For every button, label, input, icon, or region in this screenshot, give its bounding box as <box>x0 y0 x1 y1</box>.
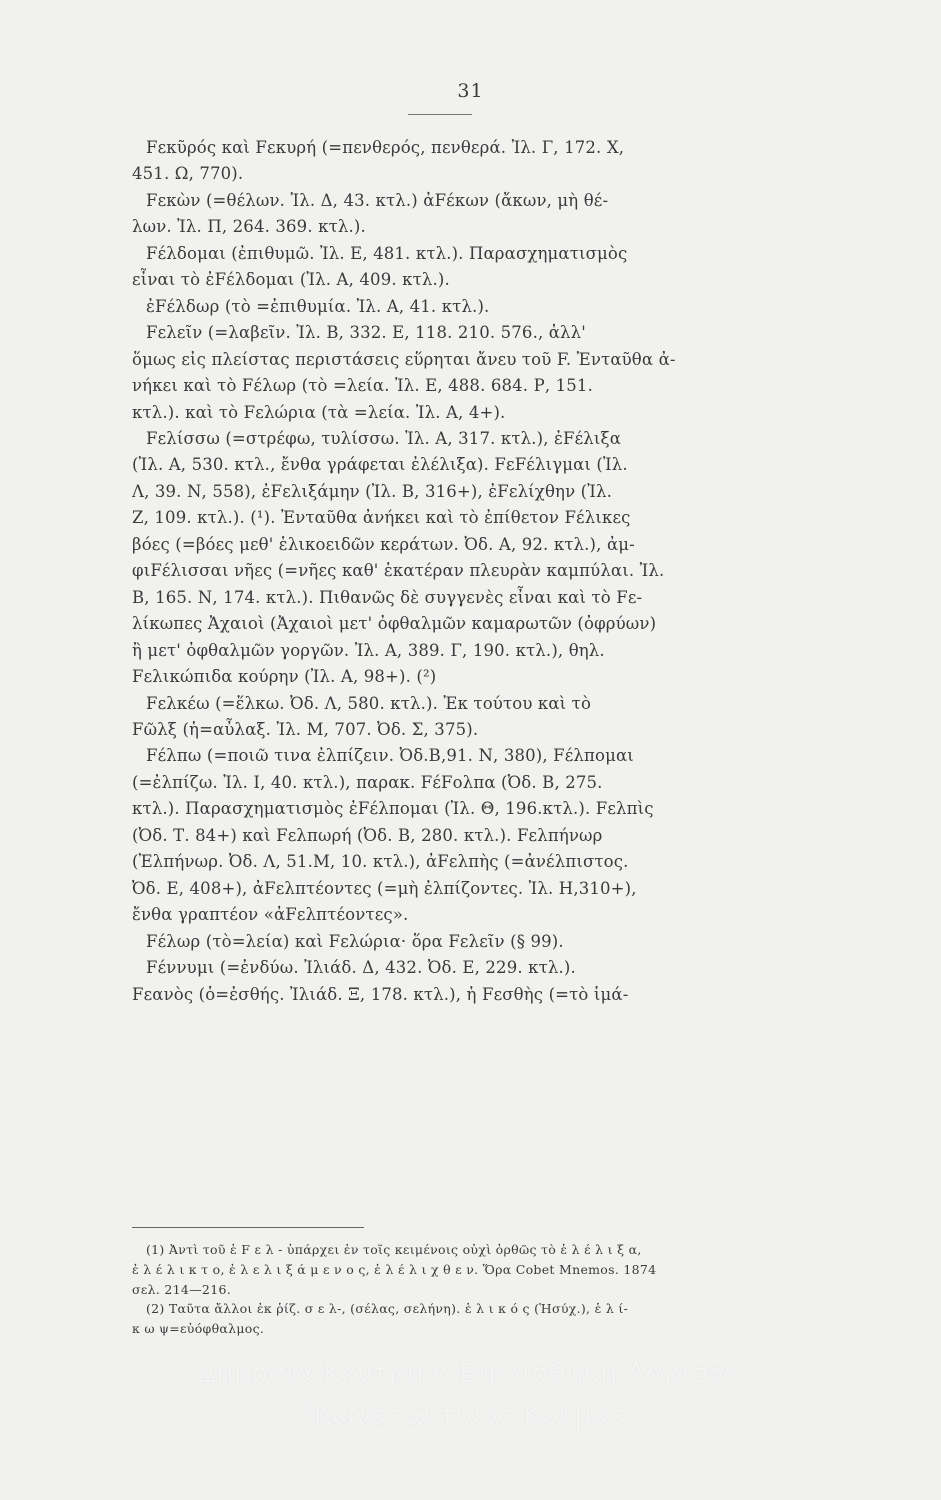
footnote-line: ἐ λ έ λ ι κ τ ο, ἐ λ ε λ ι ξ ά μ ε ν ο ς, ἐ λ έ λ ι χ θ ε ν. Ὅρα Cobet Mnemos. 1874 <box>132 1261 657 1277</box>
text-line: λίκωπες Ἀχαιοὶ (Ἀχαιοὶ μετ' ὀφθαλμῶν καμαρωτῶν (ὀφρύων) <box>132 614 657 634</box>
text-line: Fεκῦρός καὶ Fεκυρή (=πενθερός, πενθερά. Ἰλ. Γ, 172. Χ, <box>146 138 625 157</box>
text-line: Fελίσσω (=στρέφω, τυλίσσω. Ἰλ. Α, 317. κτλ.), ἐFέλιξα <box>146 428 622 448</box>
library-watermark-line-2: "Κωνσταντίνος Κούμας" <box>300 1400 641 1431</box>
page-number-underline <box>408 114 472 115</box>
text-line: Β, 165. Ν, 174. κτλ.). Πιθανῶς δὲ συγγενὲς εἶναι καὶ τὸ Fε- <box>132 587 643 607</box>
library-watermark-line-1: Δημόσια Κεντρική Βιβλιοθήκη Λάρισας <box>197 1358 744 1389</box>
text-line: (Ἐλπήνωρ. Ὀδ. Λ, 51.Μ, 10. κτλ.), ἀFελπὴς (=ἀνέλπιστος. <box>132 852 629 872</box>
text-line: Fῶλξ (ἡ=αὖλαξ. Ἰλ. Μ, 707. Ὀδ. Σ, 375). <box>132 719 479 739</box>
text-line: ὅμως εἰς πλείστας περιστάσεις εὕρηται ἄνευ τοῦ F. Ἐνταῦθα ἀ- <box>132 349 676 369</box>
text-line: 451. Ω, 770). <box>132 164 244 184</box>
text-line: Fεκὼν (=θέλων. Ἰλ. Δ, 43. κτλ.) ἀFέκων (ἄκων, μὴ θέ- <box>146 190 609 210</box>
text-line: ἐFέλδωρ (τὸ =ἐπιθυμία. Ἰλ. Α, 41. κτλ.). <box>146 296 490 316</box>
text-line: ἢ μετ' ὀφθαλμῶν γοργῶν. Ἰλ. Α, 389. Γ, 190. κτλ.), θηλ. <box>132 640 605 660</box>
page-number: 31 <box>457 80 484 102</box>
text-line: φιFέλισσαι νῆες (=νῆες καθ' ἑκατέραν πλευρὰν καμπύλαι. Ἰλ. <box>132 561 665 581</box>
footnote-line: (2) Ταῦτα ἄλλοι ἐκ ῥίζ. σ ε λ-, (σέλας, σελήνη). ἑ λ ι κ ό ς (Ἡσύχ.), ἑ λ ί- <box>146 1301 629 1317</box>
footnote-line: (1) Ἀντὶ τοῦ ἑ F ε λ - ὑπάρχει ἐν τοῖς κειμένοις οὐχὶ ὀρθῶς τὸ ἑ λ έ λ ι ξ α, <box>146 1242 642 1257</box>
text-line: Λ, 39. Ν, 558), ἐFελιξάμην (Ἰλ. Β, 316+), ἐFελίχθην (Ἰλ. <box>132 481 612 501</box>
text-line: Fέννυμι (=ἐνδύω. Ἰλιάδ. Δ, 432. Ὀδ. Ε, 229. κτλ.). <box>146 958 576 978</box>
text-line: βόες (=βόες μεθ' ἑλικοειδῶν κεράτων. Ὀδ. Α, 92. κτλ.), ἀμ- <box>132 534 635 554</box>
text-line: (=ἐλπίζω. Ἰλ. Ι, 40. κτλ.), παρακ. FέFολπα (Ὀδ. Β, 275. <box>132 772 603 792</box>
text-line: Fεανὸς (ὁ=ἐσθής. Ἰλιάδ. Ξ, 178. κτλ.), ἡ Fεσθὴς (=τὸ ἱμά- <box>132 984 629 1004</box>
text-line: Fέλπω (=ποιῶ τινα ἐλπίζειν. Ὀδ.Β,91. Ν, 380), Fέλπομαι <box>146 746 634 766</box>
footnote-line: σελ. 214—216. <box>132 1281 231 1297</box>
footnotes <box>132 1240 808 1339</box>
footnote-line: κ ω ψ=εὐόφθαλμος. <box>132 1321 265 1337</box>
text-line: νήκει καὶ τὸ Fέλωρ (τὸ =λεία. Ἰλ. Ε, 488. 684. Ρ, 151. <box>132 376 593 396</box>
text-line: κτλ.). Παρασχηματισμὸς ἐFέλπομαι (Ἰλ. Θ, 196.κτλ.). Fελπὶς <box>132 799 654 819</box>
text-line: Fελικώπιδα κούρην (Ἰλ. Α, 98+). (²) <box>132 667 437 687</box>
text-line: Fελεῖν (=λαβεῖν. Ἰλ. Β, 332. Ε, 118. 210. 576., ἀλλ' <box>146 323 586 343</box>
text-line: Ζ, 109. κτλ.). (¹). Ἐνταῦθα ἀνήκει καὶ τὸ ἐπίθετον Fέλικες <box>132 508 631 528</box>
text-line: Ὀδ. Ε, 408+), ἀFελπτέοντες (=μὴ ἐλπίζοντες. Ἰλ. Η,310+), <box>132 878 637 898</box>
text-line: εἶναι τὸ ἐFέλδομαι (Ἰλ. Α, 409. κτλ.). <box>132 270 450 290</box>
footnote-separator <box>132 1227 364 1228</box>
text-line: κτλ.). καὶ τὸ Fελώρια (τὰ =λεία. Ἰλ. Α, 4+). <box>132 402 506 422</box>
text-line: Fέλδομαι (ἐπιθυμῶ. Ἰλ. Ε, 481. κτλ.). Παρασχηματισμὸς <box>146 243 628 263</box>
text-line: Fελκέω (=ἕλκω. Ὀδ. Λ, 580. κτλ.). Ἐκ τούτου καὶ τὸ <box>146 693 592 713</box>
text-line: Fέλωρ (τὸ=λεία) καὶ Fελώρια· ὅρα Fελεῖν (§ 99). <box>146 931 564 951</box>
text-line: (Ὀδ. Τ. 84+) καὶ Fελπωρή (Ὀδ. Β, 280. κτλ.). Fελπήνωρ <box>132 825 603 845</box>
body-text <box>132 135 808 1008</box>
text-line: ἔνθα γραπτέον «ἀFελπτέοντες». <box>132 905 409 925</box>
text-line: (Ἰλ. Α, 530. κτλ., ἔνθα γράφεται ἐλέλιξα). FεFέλιγμαι (Ἰλ. <box>132 455 628 475</box>
text-line: λων. Ἰλ. Π, 264. 369. κτλ.). <box>132 217 366 237</box>
